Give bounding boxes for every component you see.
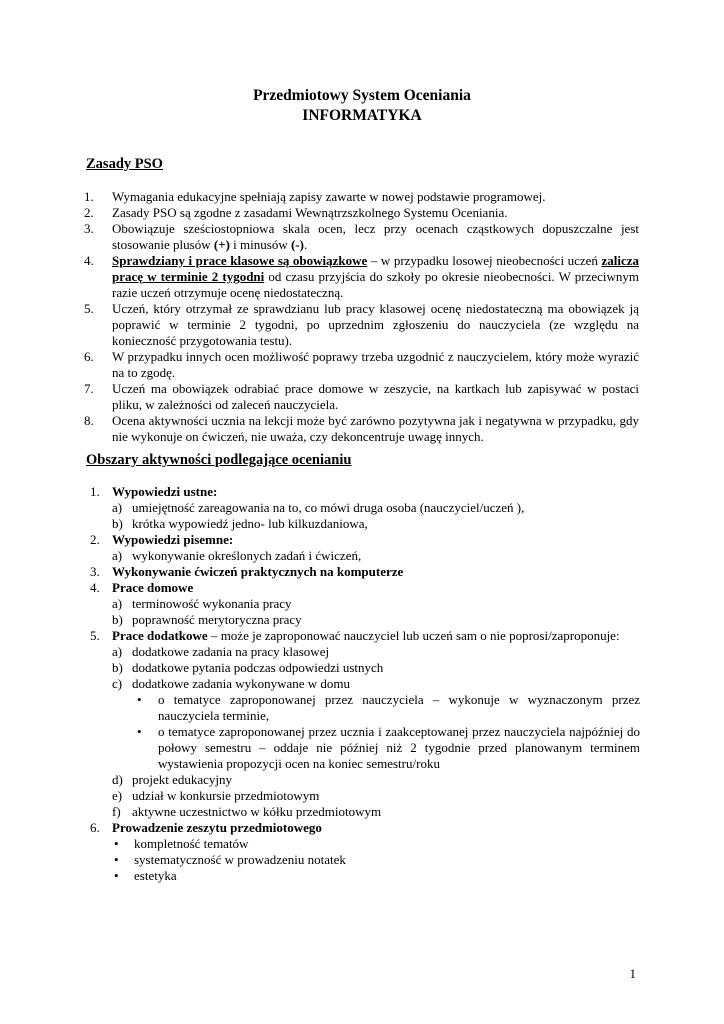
activity-5c-bullet-1: • o tematyce zaproponowanej przez nauczyciela – wykonuje w wyznaczonym przez nauczyciela terminie, <box>137 692 640 723</box>
activity-item-3: 3. Wykonywanie ćwiczeń praktycznych na komputerze <box>90 564 404 579</box>
bullet-icon: • <box>114 868 119 883</box>
activity-2-sub-a: a) wykonywanie określonych zadań i ćwiczeń, <box>112 548 362 563</box>
rules-list <box>84 189 639 445</box>
bullet-icon: • <box>114 852 119 867</box>
rule-item-7: 7. Uczeń ma obowiązek odrabiać prace domowe w zeszycie, na kartkach lub zapisywać w postaci pliku, w zależności od zaleceń nauczyciela. <box>84 381 639 412</box>
activity-5-sub-f: f) aktywne uczestnictwo w kółku przedmiotowym <box>112 804 382 819</box>
activity-6-bullet-1: • kompletność tematów <box>114 836 249 851</box>
rule-item-8: 8. Ocena aktywności ucznia na lekcji może być zarówno pozytywna jak i negatywna w przypadku, gdy nie wykonuje on ćwiczeń, nie uważa, czy dekoncentruje uwagę innych. <box>84 413 639 444</box>
activity-5-sub-a: a) dodatkowe zadania na pracy klasowej <box>112 644 330 659</box>
activity-item-4: 4. Prace domowe <box>90 580 194 595</box>
rule-item-1: 1. Wymagania edukacyjne spełniają zapisy zawarte w nowej podstawie programowej. <box>84 189 546 204</box>
rule-item-2: 2. Zasady PSO są zgodne z zasadami Wewnątrzszkolnego Systemu Oceniania. <box>84 205 508 220</box>
activity-1-sub-b: b) krótka wypowiedź jedno- lub kilkuzdaniowa, <box>112 516 368 531</box>
activity-4-sub-b: b) poprawność merytoryczna pracy <box>112 612 302 627</box>
activity-5-sub-b: b) dodatkowe pytania podczas odpowiedzi ustnych <box>112 660 384 675</box>
activity-item-1: 1. Wypowiedzi ustne: <box>90 484 218 499</box>
activity-5-sub-d: d) projekt edukacyjny <box>112 772 232 787</box>
activity-item-5: 5. Prace dodatkowe – może je zaproponować nauczyciel lub uczeń sam o nie poprosi/zaproponuje: <box>90 628 620 643</box>
page-number: 1 <box>629 966 636 981</box>
activity-5-sub-e: e) udział w konkursie przedmiotowym <box>112 788 320 803</box>
bullet-icon: • <box>114 836 119 851</box>
rule-item-3: 3. Obowiązuje sześciostopniowa skala ocen, lecz przy ocenach cząstkowych dopuszczalne jest stosowanie plusów (+) i minusów (-). <box>84 221 639 252</box>
activity-6-bullet-3: • estetyka <box>114 868 177 883</box>
rule-item-6: 6. W przypadku innych ocen możliwość poprawy trzeba uzgodnić z nauczycielem, który może wyrazić na to zgodę. <box>84 349 639 380</box>
activity-list <box>88 484 640 884</box>
bullet-icon: • <box>137 724 142 739</box>
activity-1-sub-a: a) umiejętność zareagowania na to, co mówi druga osoba (nauczyciel/uczeń ), <box>112 500 525 515</box>
rule-item-4: 4. Sprawdziany i prace klasowe są obowiązkowe – w przypadku losowej nieobecności uczeń zalicza pracę w terminie 2 tygodni od czasu przyjścia do szkoły po okresie nieobecności. W przeciwnym razie uczeń otrzymuje ocenę niedostateczną. <box>84 253 639 300</box>
rule-item-5: 5. Uczeń, który otrzymał ze sprawdzianu lub pracy klasowej ocenę niedostateczną ma obowiązek ją poprawić w terminie 2 tygodni, po uprzednim zgłoszeniu do nauczyciela (ze względu na konieczność przygotowania testu). <box>84 301 639 348</box>
title-line-1: Przedmiotowy System Oceniania <box>253 87 471 104</box>
activity-item-2: 2. Wypowiedzi pisemne: <box>90 532 234 547</box>
activity-5-sub-c: c) dodatkowe zadania wykonywane w domu <box>112 676 351 691</box>
title-line-2: INFORMATYKA <box>302 107 422 124</box>
section-heading-obszary: Obszary aktywności podlegające ocenianiu <box>86 452 352 468</box>
activity-item-6: 6. Prowadzenie zeszytu przedmiotowego <box>90 820 322 835</box>
bullet-icon: • <box>137 692 142 707</box>
section-heading-zasady: Zasady PSO <box>86 156 163 172</box>
document-title <box>0 86 724 126</box>
activity-6-bullet-2: • systematyczność w prowadzeniu notatek <box>114 852 346 867</box>
activity-5c-bullet-2: • o tematyce zaproponowanej przez ucznia i zaakceptowanej przez nauczyciela najpóźniej do połowy semestru – oddaje nie później niż 2 tygodnie przed planowanym terminem wystawienia propozycji ocen na koniec semestru/roku <box>137 724 640 771</box>
activity-4-sub-a: a) terminowość wykonania pracy <box>112 596 292 611</box>
